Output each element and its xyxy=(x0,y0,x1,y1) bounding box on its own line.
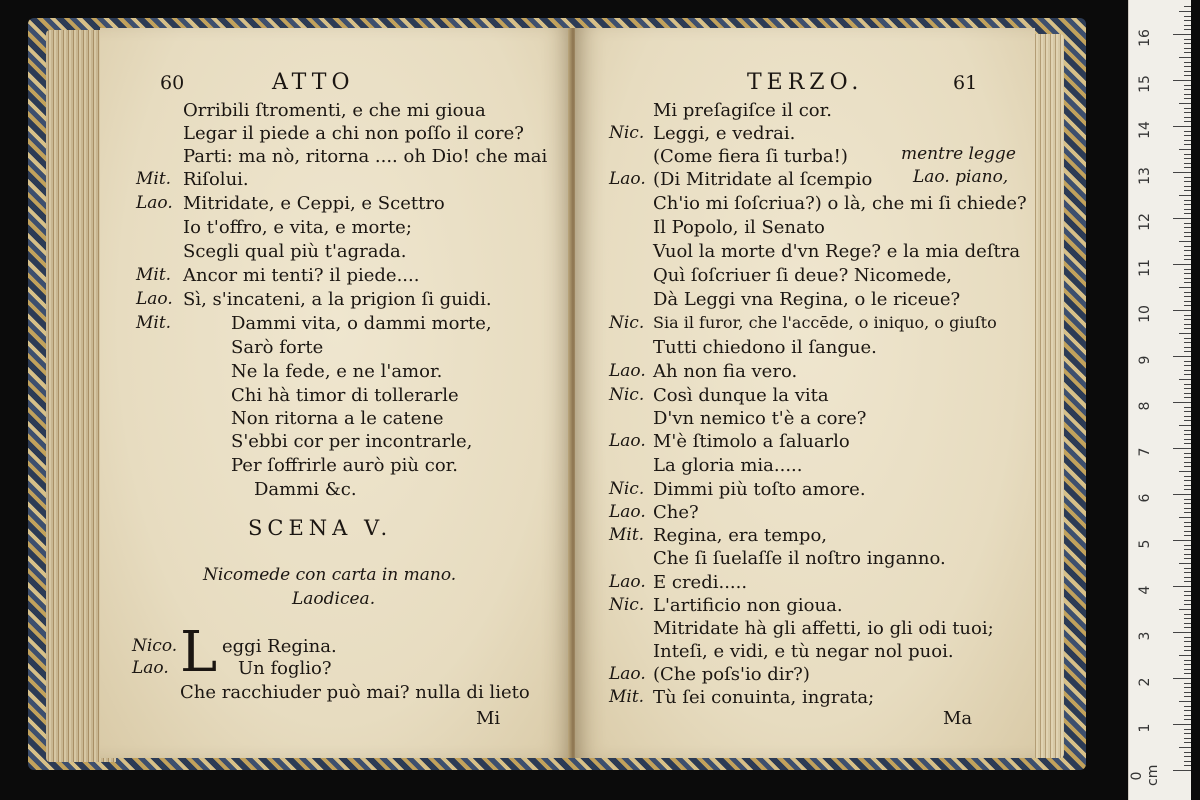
speaker-label: Lao. xyxy=(136,193,173,213)
ruler-tick xyxy=(1179,333,1191,334)
page-header: TERZO. xyxy=(747,70,864,95)
ruler-tick xyxy=(1184,558,1191,559)
ruler-tick xyxy=(1184,292,1191,293)
ruler-tick xyxy=(1184,52,1191,53)
speaker-label: Lao. xyxy=(609,169,646,189)
ruler-tick xyxy=(1173,402,1191,403)
stage-note: Lao. piano, xyxy=(913,167,1009,187)
ruler-tick xyxy=(1184,301,1191,302)
ruler-tick xyxy=(1184,581,1191,582)
verse-line: Parti: ma nò, ritorna .... oh Dio! che mai xyxy=(183,146,548,167)
ruler-tick xyxy=(1184,706,1191,707)
ruler-tick xyxy=(1184,600,1191,601)
ruler-tick xyxy=(1184,204,1191,205)
ruler-label: 1 xyxy=(1137,723,1153,733)
ruler-tick xyxy=(1184,181,1191,182)
page-number: 61 xyxy=(953,72,978,94)
ruler-tick xyxy=(1184,462,1191,463)
ruler-tick xyxy=(1184,351,1191,352)
ruler-tick xyxy=(1184,397,1191,398)
verse-line: Ah non fia vero. xyxy=(653,361,798,382)
ruler-tick xyxy=(1184,75,1191,76)
ruler-tick xyxy=(1184,236,1191,237)
ruler-tick xyxy=(1184,393,1191,394)
speaker-label: Lao. xyxy=(136,289,173,309)
ruler-label: 12 xyxy=(1137,213,1153,231)
ruler-label: 5 xyxy=(1137,539,1153,549)
ruler-tick xyxy=(1184,62,1191,63)
ruler-tick xyxy=(1184,752,1191,753)
verse-line: La gloria mia..... xyxy=(653,455,803,476)
ruler-tick xyxy=(1184,361,1191,362)
stage-note: mentre legge xyxy=(901,144,1016,164)
ruler-tick xyxy=(1184,499,1191,500)
ruler-tick xyxy=(1173,126,1191,127)
ruler-tick xyxy=(1184,16,1191,17)
ruler-tick xyxy=(1184,443,1191,444)
speaker-label: Mit. xyxy=(136,169,172,189)
ruler-tick xyxy=(1184,457,1191,458)
speaker-label: Nic. xyxy=(609,595,645,615)
ruler-tick xyxy=(1184,25,1191,26)
speaker-label: Mit. xyxy=(609,687,645,707)
ruler-tick xyxy=(1179,517,1191,518)
verse-line: Tutti chiedono il ſangue. xyxy=(653,337,877,358)
ruler-tick xyxy=(1184,305,1191,306)
ruler-tick xyxy=(1184,476,1191,477)
ruler-tick xyxy=(1184,71,1191,72)
verse-line: Ancor mi tenti? il piede.... xyxy=(183,265,420,286)
verse-line: Quì ſoſcriuer ſi deue? Nicomede, xyxy=(653,265,952,286)
verse-line: Tù ſei conuinta, ingrata; xyxy=(653,687,875,708)
verse-line: S'ebbi cor per incontrarle, xyxy=(231,431,473,452)
ruler-tick xyxy=(1173,632,1191,633)
ruler-tick xyxy=(1184,434,1191,435)
verse-line: Mitridate, e Ceppi, e Scettro xyxy=(183,193,445,214)
ruler-tick xyxy=(1184,232,1191,233)
ruler-tick xyxy=(1184,163,1191,164)
verse-line: (Di Mitridate al ſcempio xyxy=(653,169,873,190)
ruler-tick xyxy=(1173,356,1191,357)
ruler-tick xyxy=(1184,637,1191,638)
ruler-label: 3 xyxy=(1137,631,1153,641)
ruler-tick xyxy=(1184,439,1191,440)
ruler-label: 0 cm xyxy=(1129,764,1161,786)
ruler-tick xyxy=(1179,149,1191,150)
ruler-tick xyxy=(1173,770,1191,771)
ruler-tick xyxy=(1179,103,1191,104)
ruler-tick xyxy=(1179,241,1191,242)
ruler-tick xyxy=(1184,765,1191,766)
verse-line: Ne la fede, e ne l'amor. xyxy=(231,361,443,382)
ruler-tick xyxy=(1184,512,1191,513)
ruler-tick xyxy=(1173,540,1191,541)
ruler-tick xyxy=(1184,66,1191,67)
ruler-tick xyxy=(1184,259,1191,260)
ruler-tick xyxy=(1179,287,1191,288)
ruler-tick xyxy=(1184,420,1191,421)
ruler-tick xyxy=(1179,609,1191,610)
ruler-tick xyxy=(1184,614,1191,615)
verse-line: Chi hà timor di tollerarle xyxy=(231,385,459,406)
ruler-tick xyxy=(1184,591,1191,592)
ruler-tick xyxy=(1184,623,1191,624)
speaker-label: Mit. xyxy=(136,265,172,285)
verse-line: Dammi vita, o dammi morte, xyxy=(231,313,492,334)
ruler-tick xyxy=(1173,34,1191,35)
ruler-tick xyxy=(1184,342,1191,343)
ruler-tick xyxy=(1184,94,1191,95)
ruler-tick xyxy=(1184,131,1191,132)
ruler-tick xyxy=(1184,627,1191,628)
ruler-tick xyxy=(1184,324,1191,325)
ruler-tick xyxy=(1184,466,1191,467)
verse-line: Ch'io mi ſoſcriua?) o là, che mi ſi chiede? xyxy=(653,193,1027,214)
speaker-label: Lao. xyxy=(609,431,646,451)
page-number: 60 xyxy=(160,72,185,94)
ruler-tick xyxy=(1184,411,1191,412)
ruler-tick xyxy=(1184,365,1191,366)
ruler-tick xyxy=(1184,526,1191,527)
speaker-label: Mit. xyxy=(136,313,172,333)
ruler-tick xyxy=(1179,379,1191,380)
verse-line: eggi Regina. xyxy=(222,636,337,657)
ruler-tick xyxy=(1184,158,1191,159)
stage-direction: Laodicea. xyxy=(292,589,376,609)
ruler-tick xyxy=(1179,655,1191,656)
ruler-tick xyxy=(1184,186,1191,187)
measuring-ruler xyxy=(1128,0,1191,800)
ruler-tick xyxy=(1184,20,1191,21)
ruler-tick xyxy=(1184,761,1191,762)
drop-capital: L xyxy=(180,620,218,685)
speaker-label: Mit. xyxy=(609,525,645,545)
ruler-label: 11 xyxy=(1137,259,1153,277)
ruler-tick xyxy=(1179,425,1191,426)
ruler-tick xyxy=(1184,140,1191,141)
ruler-tick xyxy=(1184,568,1191,569)
ruler-tick xyxy=(1184,660,1191,661)
ruler-tick xyxy=(1184,664,1191,665)
right-page xyxy=(575,28,1035,758)
ruler-tick xyxy=(1184,98,1191,99)
verse-line: Così dunque la vita xyxy=(653,385,829,406)
ruler-tick xyxy=(1184,319,1191,320)
ruler-tick xyxy=(1184,508,1191,509)
ruler-tick xyxy=(1184,407,1191,408)
ruler-tick xyxy=(1173,724,1191,725)
verse-line: Mi preſagiſce il cor. xyxy=(653,100,832,121)
speaker-label: Nic. xyxy=(609,385,645,405)
ruler-tick xyxy=(1184,641,1191,642)
ruler-tick xyxy=(1184,48,1191,49)
ruler-label: 14 xyxy=(1137,121,1153,139)
ruler-tick xyxy=(1184,604,1191,605)
ruler-tick xyxy=(1184,683,1191,684)
ruler-tick xyxy=(1184,549,1191,550)
verse-line: Io t'offro, e vita, e morte; xyxy=(183,217,412,238)
ruler-tick xyxy=(1184,43,1191,44)
ruler-label: 8 xyxy=(1137,401,1153,411)
ruler-tick xyxy=(1184,121,1191,122)
ruler-tick xyxy=(1184,108,1191,109)
ruler-label: 9 xyxy=(1137,355,1153,365)
ruler-label: 6 xyxy=(1137,493,1153,503)
verse-line: Dimmi più toſto amore. xyxy=(653,479,866,500)
ruler-tick xyxy=(1184,489,1191,490)
ruler-tick xyxy=(1184,278,1191,279)
ruler-tick xyxy=(1184,282,1191,283)
ruler-label: 2 xyxy=(1137,677,1153,687)
ruler-tick xyxy=(1184,384,1191,385)
ruler-tick xyxy=(1184,650,1191,651)
verse-line: Orribili ſtromenti, e che mi gioua xyxy=(183,100,486,121)
ruler-tick xyxy=(1173,678,1191,679)
speaker-label: Lao. xyxy=(609,502,646,522)
verse-line: Un foglio? xyxy=(238,658,332,679)
ruler-label: 4 xyxy=(1137,585,1153,595)
verse-line: D'vn nemico t'è a core? xyxy=(653,408,867,429)
ruler-tick xyxy=(1184,729,1191,730)
ruler-tick xyxy=(1184,545,1191,546)
verse-line: Leggi, e vedrai. xyxy=(653,123,796,144)
ruler-tick xyxy=(1184,273,1191,274)
ruler-tick xyxy=(1173,310,1191,311)
ruler-tick xyxy=(1184,577,1191,578)
ruler-tick xyxy=(1184,338,1191,339)
ruler-tick xyxy=(1184,453,1191,454)
verse-line: Sia il furor, che l'accēde, o iniquo, o giuſto xyxy=(653,313,997,332)
ruler-tick xyxy=(1184,646,1191,647)
ruler-tick xyxy=(1184,673,1191,674)
verse-line: Sì, s'incateni, a la prigion ſi guidi. xyxy=(183,289,492,310)
ruler-tick xyxy=(1184,85,1191,86)
ruler-tick xyxy=(1184,715,1191,716)
verse-line: Non ritorna a le catene xyxy=(231,408,444,429)
verse-line: Sarò forte xyxy=(231,337,324,358)
verse-line: Inteſi, e vidi, e tù negar nol puoi. xyxy=(653,641,954,662)
ruler-tick xyxy=(1184,39,1191,40)
ruler-tick xyxy=(1184,535,1191,536)
ruler-tick xyxy=(1184,687,1191,688)
ruler-tick xyxy=(1184,503,1191,504)
ruler-tick xyxy=(1184,738,1191,739)
ruler-tick xyxy=(1184,388,1191,389)
ruler-label: 13 xyxy=(1137,167,1153,185)
ruler-tick xyxy=(1184,177,1191,178)
verse-line: (Che poſs'io dir?) xyxy=(653,664,810,685)
ruler-tick xyxy=(1184,710,1191,711)
ruler-tick xyxy=(1184,29,1191,30)
ruler-tick xyxy=(1184,430,1191,431)
ruler-tick xyxy=(1184,554,1191,555)
ruler-tick xyxy=(1184,669,1191,670)
speaker-label: Nic. xyxy=(609,479,645,499)
ruler-tick xyxy=(1179,57,1191,58)
verse-line: Scegli qual più t'agrada. xyxy=(183,241,407,262)
verse-line: Per ſoffrirle aurò più cor. xyxy=(231,455,459,476)
verse-line: Dà Leggi vna Regina, o le riceue? xyxy=(653,289,961,310)
catchword: Mi xyxy=(476,708,501,729)
ruler-tick xyxy=(1173,264,1191,265)
ruler-tick xyxy=(1184,112,1191,113)
ruler-label: 15 xyxy=(1137,75,1153,93)
ruler-tick xyxy=(1184,416,1191,417)
ruler-tick xyxy=(1184,167,1191,168)
ruler-tick xyxy=(1184,89,1191,90)
verse-line: L'artificio non gioua. xyxy=(653,595,843,616)
ruler-tick xyxy=(1184,733,1191,734)
ruler-tick xyxy=(1184,328,1191,329)
ruler-tick xyxy=(1179,471,1191,472)
ruler-tick xyxy=(1184,480,1191,481)
ruler-label: 16 xyxy=(1137,29,1153,47)
ruler-tick xyxy=(1179,563,1191,564)
verse-line: Regina, era tempo, xyxy=(653,525,827,546)
ruler-tick xyxy=(1173,494,1191,495)
ruler-tick xyxy=(1184,117,1191,118)
ruler-tick xyxy=(1179,747,1191,748)
ruler-tick xyxy=(1179,195,1191,196)
ruler-tick xyxy=(1173,218,1191,219)
speaker-label: Nic. xyxy=(609,123,645,143)
ruler-tick xyxy=(1173,448,1191,449)
ruler-tick xyxy=(1184,223,1191,224)
ruler-tick xyxy=(1184,531,1191,532)
ruler-tick xyxy=(1184,209,1191,210)
verse-line: Dammi &c. xyxy=(254,479,357,500)
ruler-tick xyxy=(1184,696,1191,697)
ruler-tick xyxy=(1184,315,1191,316)
speaker-label: Lao. xyxy=(609,664,646,684)
ruler-tick xyxy=(1184,213,1191,214)
ruler-tick xyxy=(1184,756,1191,757)
speaker-label: Lao. xyxy=(132,658,169,678)
verse-line: Che? xyxy=(653,502,699,523)
ruler-tick xyxy=(1184,595,1191,596)
ruler-tick xyxy=(1184,144,1191,145)
ruler-tick xyxy=(1173,80,1191,81)
ruler-tick xyxy=(1184,296,1191,297)
speaker-label: Lao. xyxy=(609,572,646,592)
ruler-tick xyxy=(1184,485,1191,486)
ruler-tick xyxy=(1184,347,1191,348)
verse-line: Riſolui. xyxy=(183,169,249,190)
ruler-tick xyxy=(1184,154,1191,155)
ruler-tick xyxy=(1173,586,1191,587)
speaker-label: Lao. xyxy=(609,361,646,381)
verse-line: E credi..... xyxy=(653,572,748,593)
ruler-tick xyxy=(1184,255,1191,256)
verse-line: Il Popolo, il Senato xyxy=(653,217,825,238)
speaker-label: Nico. xyxy=(132,636,178,656)
ruler-tick xyxy=(1184,719,1191,720)
verse-line: M'è ſtimolo a ſaluarlo xyxy=(653,431,850,452)
verse-line: Che racchiuder può mai? nulla di lieto xyxy=(180,682,530,703)
ruler-tick xyxy=(1179,11,1191,12)
catchword: Ma xyxy=(943,708,973,729)
ruler-tick xyxy=(1184,374,1191,375)
ruler-tick xyxy=(1179,701,1191,702)
ruler-tick xyxy=(1184,190,1191,191)
ruler-tick xyxy=(1184,250,1191,251)
ruler-tick xyxy=(1184,692,1191,693)
speaker-label: Nic. xyxy=(609,313,645,333)
ruler-tick xyxy=(1184,269,1191,270)
scene-title: SCENA V. xyxy=(248,516,393,540)
stage-direction: Nicomede con carta in mano. xyxy=(203,565,457,585)
verse-line: Vuol la morte d'vn Rege? e la mia deſtra xyxy=(653,241,1021,262)
verse-line: Legar il piede a chi non poſſo il core? xyxy=(183,123,524,144)
ruler-label: 10 xyxy=(1137,305,1153,323)
ruler-tick xyxy=(1184,6,1191,7)
page-header: ATTO xyxy=(272,70,355,95)
ruler-tick xyxy=(1184,135,1191,136)
ruler-tick xyxy=(1184,246,1191,247)
ruler-tick xyxy=(1184,618,1191,619)
verse-line: Mitridate hà gli affetti, io gli odi tuoi; xyxy=(653,618,994,639)
ruler-tick xyxy=(1184,227,1191,228)
verse-line: Che ſi ſuelaſſe il noſtro inganno. xyxy=(653,548,946,569)
ruler-tick xyxy=(1184,200,1191,201)
ruler-tick xyxy=(1184,742,1191,743)
verse-line: (Come fiera ſi turba!) xyxy=(653,146,848,167)
ruler-tick xyxy=(1184,370,1191,371)
ruler-label: 7 xyxy=(1137,447,1153,457)
ruler-tick xyxy=(1184,522,1191,523)
left-page xyxy=(100,28,572,758)
ruler-tick xyxy=(1173,172,1191,173)
ruler-tick xyxy=(1184,572,1191,573)
